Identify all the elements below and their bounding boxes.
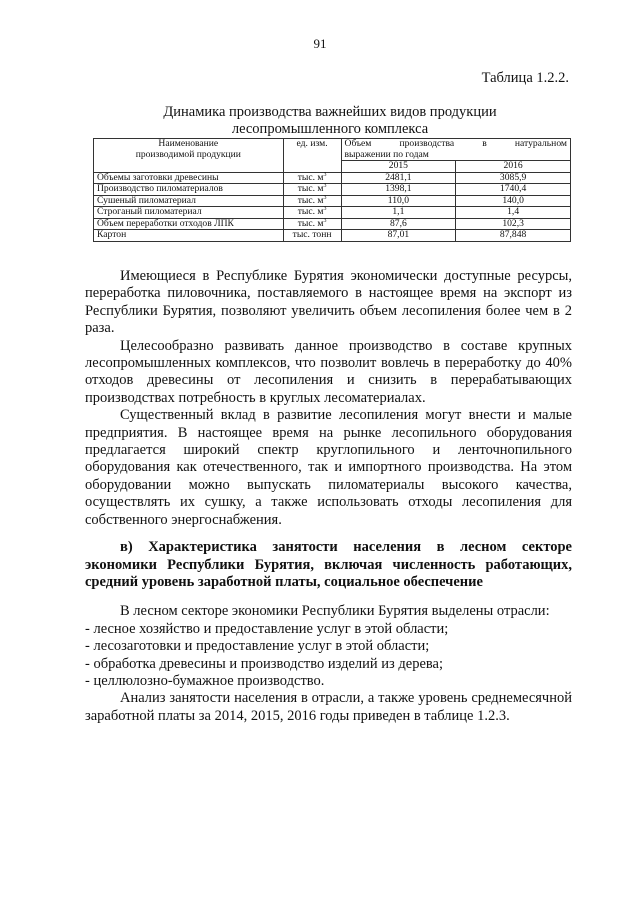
row-product-name: Производство пиломатериалов	[94, 184, 284, 196]
table-row	[94, 172, 571, 184]
row-product-name: Строганый пиломатериал	[94, 207, 284, 219]
row-value-2016: 1740,4	[456, 184, 571, 196]
table-body	[94, 172, 571, 241]
table-title	[100, 104, 560, 138]
row-value-2015: 110,0	[341, 195, 456, 207]
table-row	[94, 195, 571, 207]
header-unit: ед. изм.	[283, 139, 341, 173]
row-unit: тыс. $м^3$	[283, 207, 341, 219]
unit-superscript: 3	[323, 205, 327, 212]
unit-superscript: 3	[323, 171, 327, 178]
list-item: - лесное хозяйство и предоставление услуг в этой области;	[85, 620, 449, 637]
header-year-2015: 2015	[341, 161, 456, 173]
list-item: - обработка древесины и производство изделий из дерева;	[85, 655, 444, 672]
row-unit: тыс. $м^3$	[283, 184, 341, 196]
row-value-2016: 3085,9	[456, 172, 571, 184]
row-value-2015: 1398,1	[341, 184, 456, 196]
page-number: 91	[313, 36, 327, 51]
paragraph-5: Анализ занятости населения в отрасли, а также уровень среднемесячной заработной платы за 2014, 2015, 2016 годы приведен в таблице 1.2.3.	[85, 690, 572, 724]
paragraph-1: Имеющиеся в Республике Бурятия экономически доступные ресурсы, переработка пиловочника, поставляемого в настоящее время на экспорт из Республики Бурятия, позволяют увеличить объем лесопиления более чем в 2 раза.	[85, 268, 572, 337]
unit-superscript: 3	[323, 217, 327, 224]
section-heading: в) Характеристика занятости населения в лесном секторе экономики Республики Бурятия, включая численность работающих, средний уровень заработной платы, социальное обеспечение	[85, 539, 572, 590]
header-volume: Объем производства в натуральном выражении по годам	[341, 139, 570, 161]
table-title-line1: Динамика производства важнейших видов продукции	[163, 104, 497, 120]
production-table	[93, 138, 571, 242]
list-item: - целлюлозно-бумажное производство.	[85, 672, 325, 689]
row-product-name: Сушеный пиломатериал	[94, 195, 284, 207]
row-product-name: Объемы заготовки древесины	[94, 172, 284, 184]
row-value-2015: 87,6	[341, 218, 456, 230]
header-year-2016: 2016	[456, 161, 571, 173]
table-row	[94, 207, 571, 219]
row-unit: тыс. $м^3$	[283, 195, 341, 207]
row-value-2016: 1,4	[456, 207, 571, 219]
table-header-row	[94, 139, 571, 161]
table-label: Таблица 1.2.2.	[481, 70, 569, 86]
row-unit: тыс. $м^3$	[283, 218, 341, 230]
row-product-name: Картон	[94, 230, 284, 242]
row-unit: тыс. $м^3$	[283, 172, 341, 184]
paragraph-3: Существенный вклад в развитие лесопиления могут внести и малые предприятия. В настоящее время на рынке лесопильного оборудования предлагается широкий спектр круглопильного и ленточнопильного оборудования как отечественного, так и импортного производства. На этом оборудовании можно выпускать пиломатериалы высокого качества, осуществлять их сушку, а также использовать отходы лесопиления для собственного энергоснабжения.	[85, 407, 572, 528]
row-value-2016: 87,848	[456, 230, 571, 242]
table-title-line2: лесопромышленного комплекса	[231, 121, 429, 137]
table-row	[94, 218, 571, 230]
row-product-name: Объем переработки отходов ЛПК	[94, 218, 284, 230]
row-value-2015: 87,01	[341, 230, 456, 242]
paragraph-2: Целесообразно развивать данное производство в составе крупных лесопромышленных комплексов, что позволит вовлечь в переработку до 40% отходов древесины от лесопиления и снизить в перерабатывающих производствах потребность в круглых лесоматериалах.	[85, 337, 572, 406]
row-value-2015: 2481,1	[341, 172, 456, 184]
body-text	[85, 268, 572, 725]
row-value-2016: 102,3	[456, 218, 571, 230]
row-unit: тыс. тонн	[283, 230, 341, 242]
table-row	[94, 230, 571, 242]
row-value-2015: 1,1	[341, 207, 456, 219]
header-product-name: Наименование производимой продукции	[94, 139, 284, 173]
unit-superscript: 3	[323, 182, 327, 189]
paragraph-4: В лесном секторе экономики Республики Бурятия выделены отрасли:	[120, 603, 550, 620]
table-row	[94, 184, 571, 196]
row-value-2016: 140,0	[456, 195, 571, 207]
list-item: - лесозаготовки и предоставление услуг в этой области;	[85, 638, 430, 655]
unit-superscript: 3	[323, 194, 327, 201]
